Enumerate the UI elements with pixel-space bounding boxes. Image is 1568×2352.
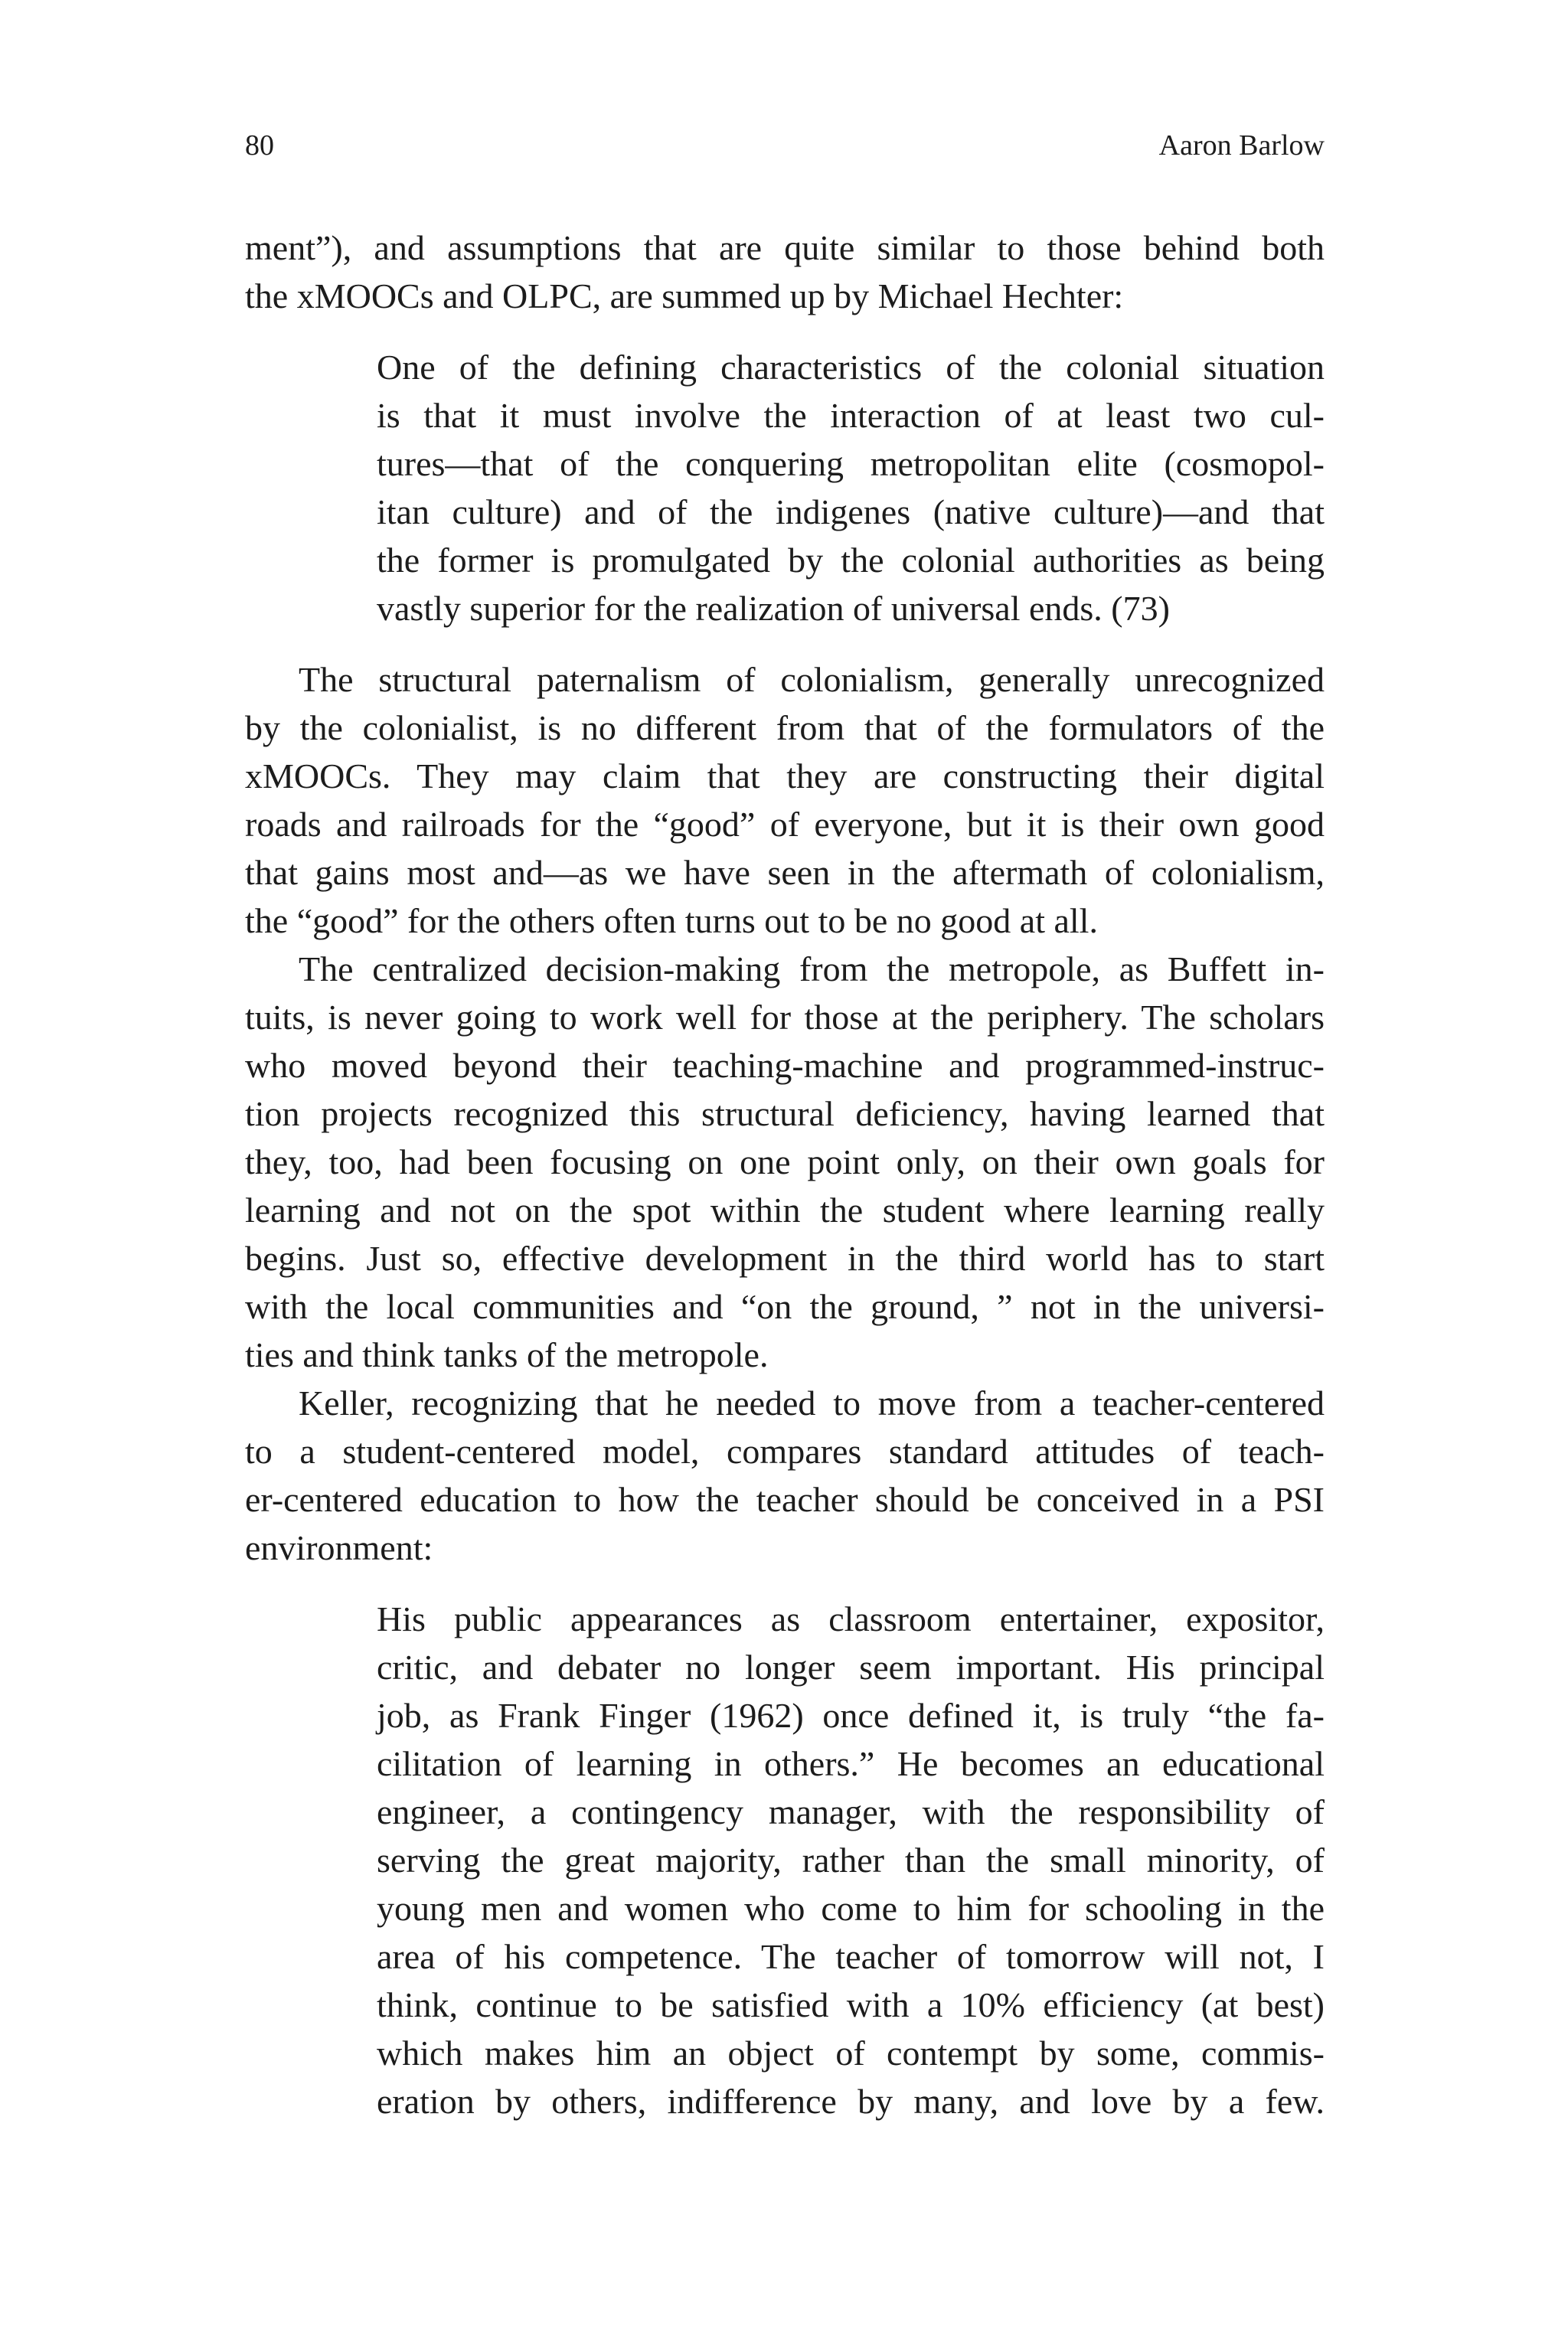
page-number: 80: [245, 129, 274, 162]
quote-line: itan culture) and of the indigenes (native culture)—and that: [377, 492, 1325, 531]
paragraph-centralized: [245, 945, 1325, 1379]
text-line: the “good” for the others often turns out to be no good at all.: [245, 901, 1098, 940]
quote-line: His public appearances as classroom entertainer, expositor,: [377, 1599, 1325, 1638]
running-head: [245, 122, 1325, 168]
quote-line: tures—that of the conquering metropolitan elite (cosmopol-: [377, 444, 1325, 483]
quote-line: area of his competence. The teacher of tomorrow will not, I: [377, 1937, 1325, 1976]
text-line: ment”), and assumptions that are quite similar to those behind both: [245, 228, 1325, 267]
quote-line: young men and women who come to him for schooling in the: [377, 1889, 1325, 1928]
text-line: environment:: [245, 1528, 433, 1567]
text-line: with the local communities and “on the ground, ” not in the universi-: [245, 1287, 1325, 1326]
text-line: by the colonialist, is no different from that of the formulators of the: [245, 708, 1325, 747]
text-line: learning and not on the spot within the student where learning really: [245, 1191, 1325, 1230]
quote-line: the former is promulgated by the colonial authorities as being: [377, 541, 1325, 580]
quote-line: cilitation of learning in others.” He becomes an educational: [377, 1744, 1325, 1783]
paragraph-paternalism: [245, 655, 1325, 945]
text-line: begins. Just so, effective development in the third world has to start: [245, 1239, 1325, 1278]
quote-line: think, continue to be satisfied with a 10% efficiency (at best): [377, 1985, 1325, 2024]
quote-line: which makes him an object of contempt by some, commis-: [377, 2034, 1325, 2073]
quote-line: engineer, a contingency manager, with the responsibility of: [377, 1792, 1325, 1831]
text-line: tion projects recognized this structural deficiency, having learned that: [245, 1094, 1325, 1133]
quote-line: vastly superior for the realization of universal ends. (73): [377, 589, 1170, 628]
block-quote-hechter: [377, 343, 1325, 632]
text-line: roads and railroads for the “good” of everyone, but it is their own good: [245, 805, 1325, 844]
text-line: ties and think tanks of the metropole.: [245, 1335, 769, 1374]
text-line: tuits, is never going to work well for those at the periphery. The scholars: [245, 998, 1325, 1037]
quote-line: critic, and debater no longer seem important. His principal: [377, 1648, 1325, 1687]
quote-line: job, as Frank Finger (1962) once defined it, is truly “the fa-: [377, 1696, 1325, 1735]
quote-line: is that it must involve the interaction of at least two cul-: [377, 396, 1325, 435]
body-text: [245, 224, 1325, 2125]
text-line: to a student-centered model, compares standard attitudes of teach-: [245, 1432, 1325, 1471]
quote-line: serving the great majority, rather than the small minority, of: [377, 1841, 1325, 1880]
text-line: The structural paternalism of colonialism, generally unrecognized: [299, 660, 1325, 699]
text-line: they, too, had been focusing on one point only, on their own goals for: [245, 1142, 1325, 1181]
text-line: xMOOCs. They may claim that they are constructing their digital: [245, 756, 1325, 795]
text-line: Keller, recognizing that he needed to move from a teacher-centered: [299, 1383, 1325, 1423]
text-line: who moved beyond their teaching-machine and programmed-instruc-: [245, 1046, 1325, 1085]
running-head-author: Aaron Barlow: [1158, 129, 1325, 162]
text-line: The centralized decision-making from the metropole, as Buffett in-: [299, 949, 1325, 988]
text-line: er-centered education to how the teacher should be conceived in a PSI: [245, 1480, 1325, 1519]
paragraph-intro: [245, 224, 1325, 320]
paragraph-keller: [245, 1379, 1325, 1572]
quote-line: eration by others, indifference by many, and love by a few.: [377, 2082, 1325, 2121]
text-line: the xMOOCs and OLPC, are summed up by Michael Hechter:: [245, 276, 1124, 315]
text-line: that gains most and—as we have seen in the aftermath of colonialism,: [245, 853, 1325, 892]
block-quote-keller: [377, 1595, 1325, 2125]
quote-line: One of the defining characteristics of the colonial situation: [377, 348, 1325, 387]
